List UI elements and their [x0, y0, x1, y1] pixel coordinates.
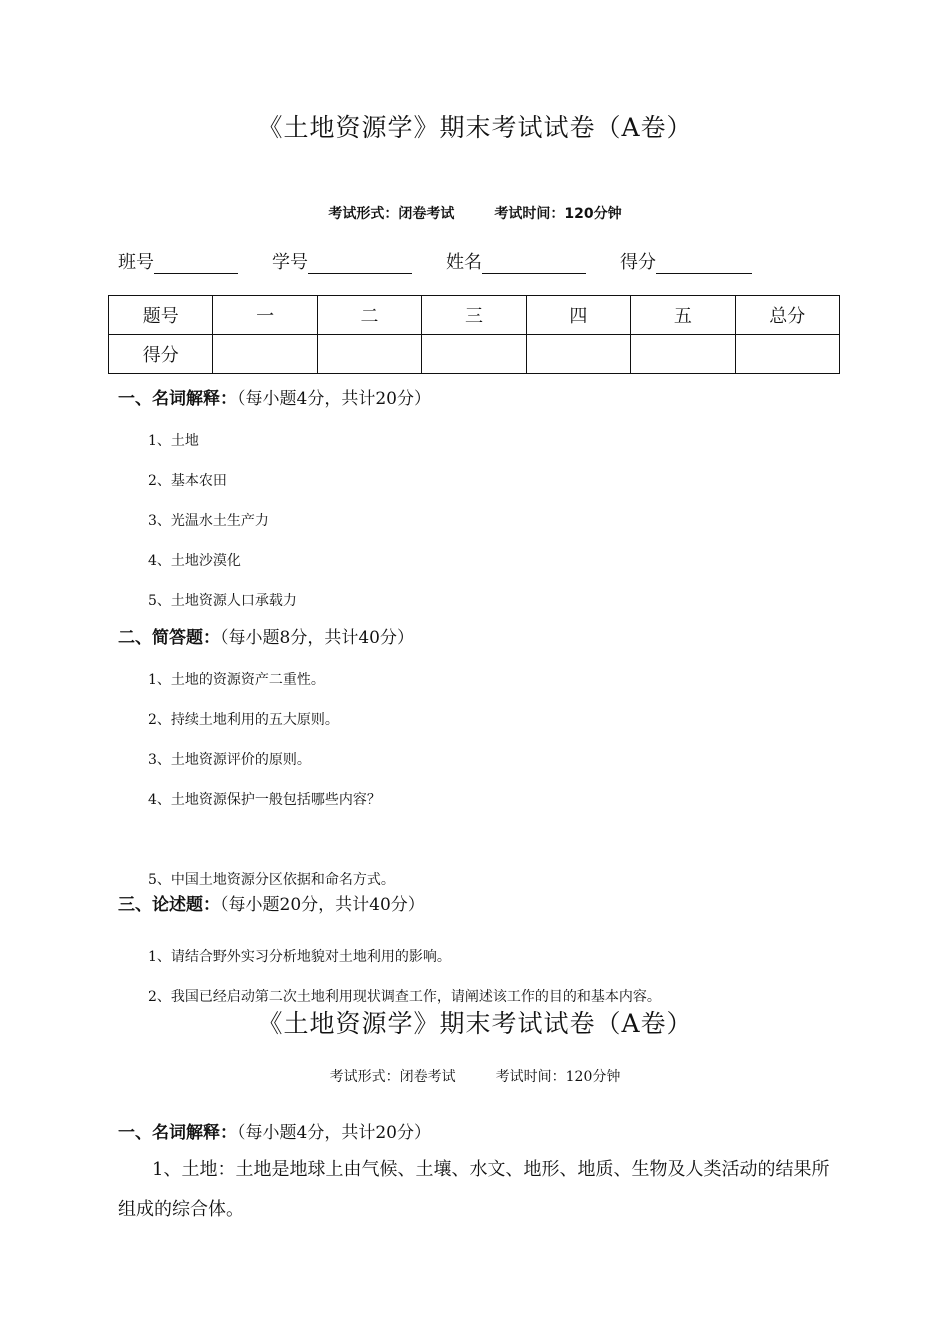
exam-form: 考试形式：闭卷考试 — [329, 1069, 456, 1085]
section-heading — [118, 384, 431, 409]
question-item: 2、持续土地利用的五大原则。 — [148, 712, 339, 728]
question-item: 2、基本农田 — [148, 473, 227, 489]
student-id-field[interactable] — [272, 248, 412, 274]
score-field[interactable] — [620, 248, 752, 274]
score-table-score-row — [109, 335, 840, 374]
score-table-header-cell: 五 — [631, 296, 735, 335]
section-title: 一、名词解释： — [118, 1123, 237, 1143]
exam-form: 考试形式：闭卷考试 — [328, 206, 455, 222]
score-table-row-label: 得分 — [109, 335, 213, 374]
exam-time: 考试时间：120分钟 — [494, 206, 622, 222]
score-table-header-cell: 总分 — [735, 296, 839, 335]
score-table-header-cell: 三 — [422, 296, 526, 335]
question-item: 2、我国已经启动第二次土地利用现状调查工作，请阐述该工作的目的和基本内容。 — [148, 989, 661, 1005]
section-title: 一、名词解释： — [118, 389, 237, 409]
section-note: （每小题8分，共计40分） — [220, 628, 414, 648]
score-cell[interactable] — [631, 335, 735, 374]
question-item: 3、光温水土生产力 — [148, 513, 269, 529]
section-heading — [118, 890, 425, 915]
exam-info — [0, 1066, 950, 1086]
exam-info — [0, 203, 950, 223]
answer-paragraph — [118, 1150, 838, 1230]
question-item: 1、土地的资源资产二重性。 — [148, 672, 325, 688]
question-item: 1、土地 — [148, 433, 199, 449]
name-label: 姓名 — [446, 252, 482, 273]
section-title: 二、简答题： — [118, 628, 220, 648]
score-cell[interactable] — [526, 335, 630, 374]
answer-text: 1、土地：土地是地球上由气候、土壤、水文、地形、地质、生物及人类活动的结果所组成的综合体。 — [118, 1159, 830, 1220]
score-cell[interactable] — [735, 335, 839, 374]
student-info-fields — [118, 248, 786, 274]
name-field[interactable] — [446, 248, 586, 274]
section-title: 三、论述题： — [118, 895, 220, 915]
question-item: 4、土地沙漠化 — [148, 553, 241, 569]
class-number-field[interactable] — [118, 248, 238, 274]
question-item: 1、请结合野外实习分析地貌对土地利用的影响。 — [148, 949, 451, 965]
exam-time: 考试时间：120分钟 — [495, 1069, 621, 1085]
question-item: 5、土地资源人口承载力 — [148, 593, 297, 609]
score-cell[interactable] — [422, 335, 526, 374]
score-cell[interactable] — [317, 335, 421, 374]
section-note: （每小题4分，共计20分） — [237, 389, 431, 409]
class-number-label: 班号 — [118, 252, 154, 273]
score-label: 得分 — [620, 252, 656, 273]
question-item: 4、土地资源保护一般包括哪些内容？ — [148, 792, 381, 808]
section-heading — [118, 623, 414, 648]
question-item: 3、土地资源评价的原则。 — [148, 752, 311, 768]
score-table-header-cell: 一 — [213, 296, 317, 335]
section-heading — [118, 1118, 431, 1143]
student-id-label: 学号 — [272, 252, 308, 273]
question-item: 5、中国土地资源分区依据和命名方式。 — [148, 872, 395, 888]
section-note: （每小题4分，共计20分） — [237, 1123, 431, 1143]
page-title: 《土地资源学》期末考试试卷（A卷） — [257, 1009, 693, 1038]
score-table — [108, 295, 840, 374]
score-table-header-row — [109, 296, 840, 335]
score-table-header-cell: 二 — [317, 296, 421, 335]
score-cell[interactable] — [213, 335, 317, 374]
score-table-header-cell: 题号 — [109, 296, 213, 335]
score-table-header-cell: 四 — [526, 296, 630, 335]
page-title: 《土地资源学》期末考试试卷（A卷） — [257, 113, 693, 142]
section-note: （每小题20分，共计40分） — [220, 895, 425, 915]
